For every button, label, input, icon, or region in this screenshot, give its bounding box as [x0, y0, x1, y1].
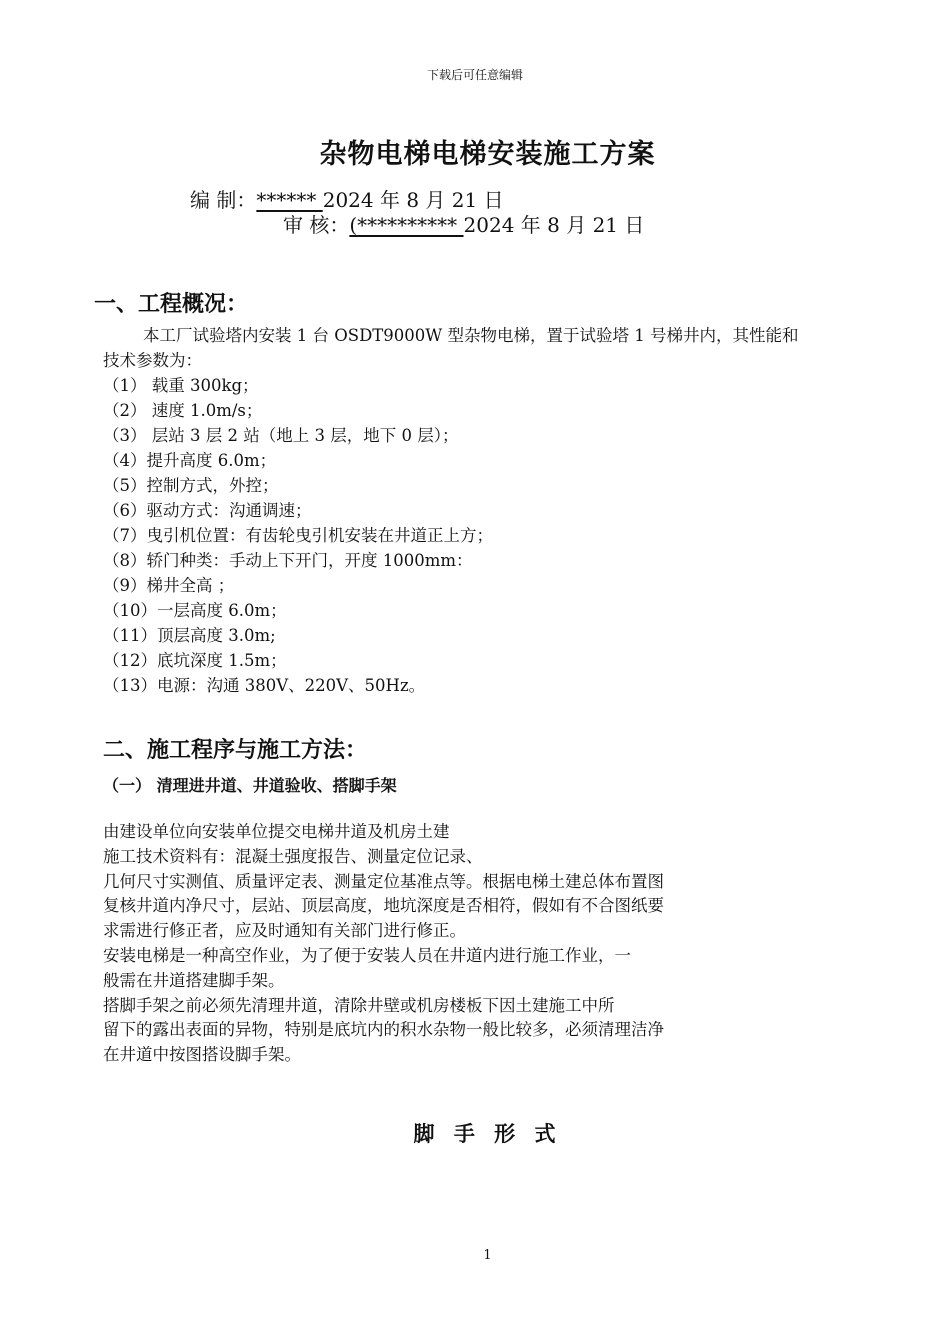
section1-heading: 一、工程概况：: [94, 291, 249, 317]
list-item: （6）驱动方式：沟通调速；: [103, 501, 312, 520]
list-item: （13）电源：沟通 380V、220V、50Hz。: [103, 676, 426, 695]
list-item: （4）提升高度 6.0m；: [103, 451, 277, 470]
review-value: (**********: [349, 213, 464, 237]
list-item: （3） 层站 3 层 2 站（地上 3 层，地下 0 层）；: [103, 426, 459, 445]
paragraph-line: 几何尺寸实测值、质量评定表、测量定位基准点等。根据电梯土建总体布置图: [103, 871, 664, 891]
paragraph-line: 在井道中按图搭设脚手架。: [103, 1045, 301, 1065]
section2-body: [103, 820, 664, 1068]
list-item: （7）曳引机位置：有齿轮曳引机安装在井道正上方；: [103, 526, 493, 545]
paragraph-line: 求需进行修正者，应及时通知有关部门进行修正。: [103, 921, 466, 941]
list-item: （5）控制方式，外控；: [103, 476, 279, 495]
paragraph-line: 由建设单位向安装单位提交电梯井道及机房土建: [103, 822, 450, 841]
list-item: （8）轿门种类：手动上下开门，开度 1000mm：: [103, 551, 473, 570]
section1-intro-line2: 技术参数为：: [103, 351, 202, 370]
review-signature-line: [283, 209, 644, 238]
list-item: （11）顶层高度 3.0m;: [103, 626, 276, 645]
list-item: （2） 速度 1.0m/s；: [103, 401, 263, 420]
document-title: 杂物电梯电梯安装施工方案: [319, 139, 656, 170]
list-item: （10）一层高度 6.0m；: [103, 601, 287, 620]
page-number: 1: [483, 1248, 492, 1263]
list-item: （9）梯井全高 ；: [103, 576, 235, 595]
scaffold-form-title: 脚 手 形 式: [413, 1121, 562, 1146]
spec-list: [103, 373, 493, 698]
paragraph-line: 搭脚手架之前必须先清理井道，清除井壁或机房楼板下因土建施工中所: [103, 995, 615, 1015]
paragraph-line: 般需在井道搭建脚手架。: [103, 970, 285, 990]
section2-subheading: （一） 清理进井道、井道验收、搭脚手架: [103, 776, 397, 795]
section2-heading: 二、施工程序与施工方法：: [103, 737, 368, 763]
review-label: 审 核：: [283, 213, 350, 237]
list-item: （12）底坑深度 1.5m；: [103, 651, 287, 670]
compile-value: ******: [256, 188, 323, 212]
section1-intro-line1: 本工厂试验塔内安装 1 台 OSDT9000W 型杂物电梯，置于试验塔 1 号梯井内，其性能和: [143, 326, 799, 345]
paragraph-line: 复核井道内净尺寸，层站、顶层高度，地坑深度是否相符，假如有不合图纸要: [103, 896, 664, 916]
list-item: （1） 载重 300kg；: [103, 376, 259, 395]
review-date: 2024 年 8 月 21 日: [463, 213, 645, 237]
paragraph-line: 施工技术资料有：混凝土强度报告、测量定位记录、: [103, 846, 483, 866]
paragraph-line: 留下的露出表面的异物，特别是底坑内的积水杂物一般比较多，必须清理洁净: [103, 1020, 664, 1040]
page-header-note: 下载后可任意编辑: [426, 68, 523, 82]
compile-date: 2024 年 8 月 21 日: [322, 188, 504, 212]
paragraph-line: 安装电梯是一种高空作业，为了便于安装人员在井道内进行施工作业，一: [103, 945, 631, 965]
compile-label: 编 制：: [190, 188, 257, 212]
